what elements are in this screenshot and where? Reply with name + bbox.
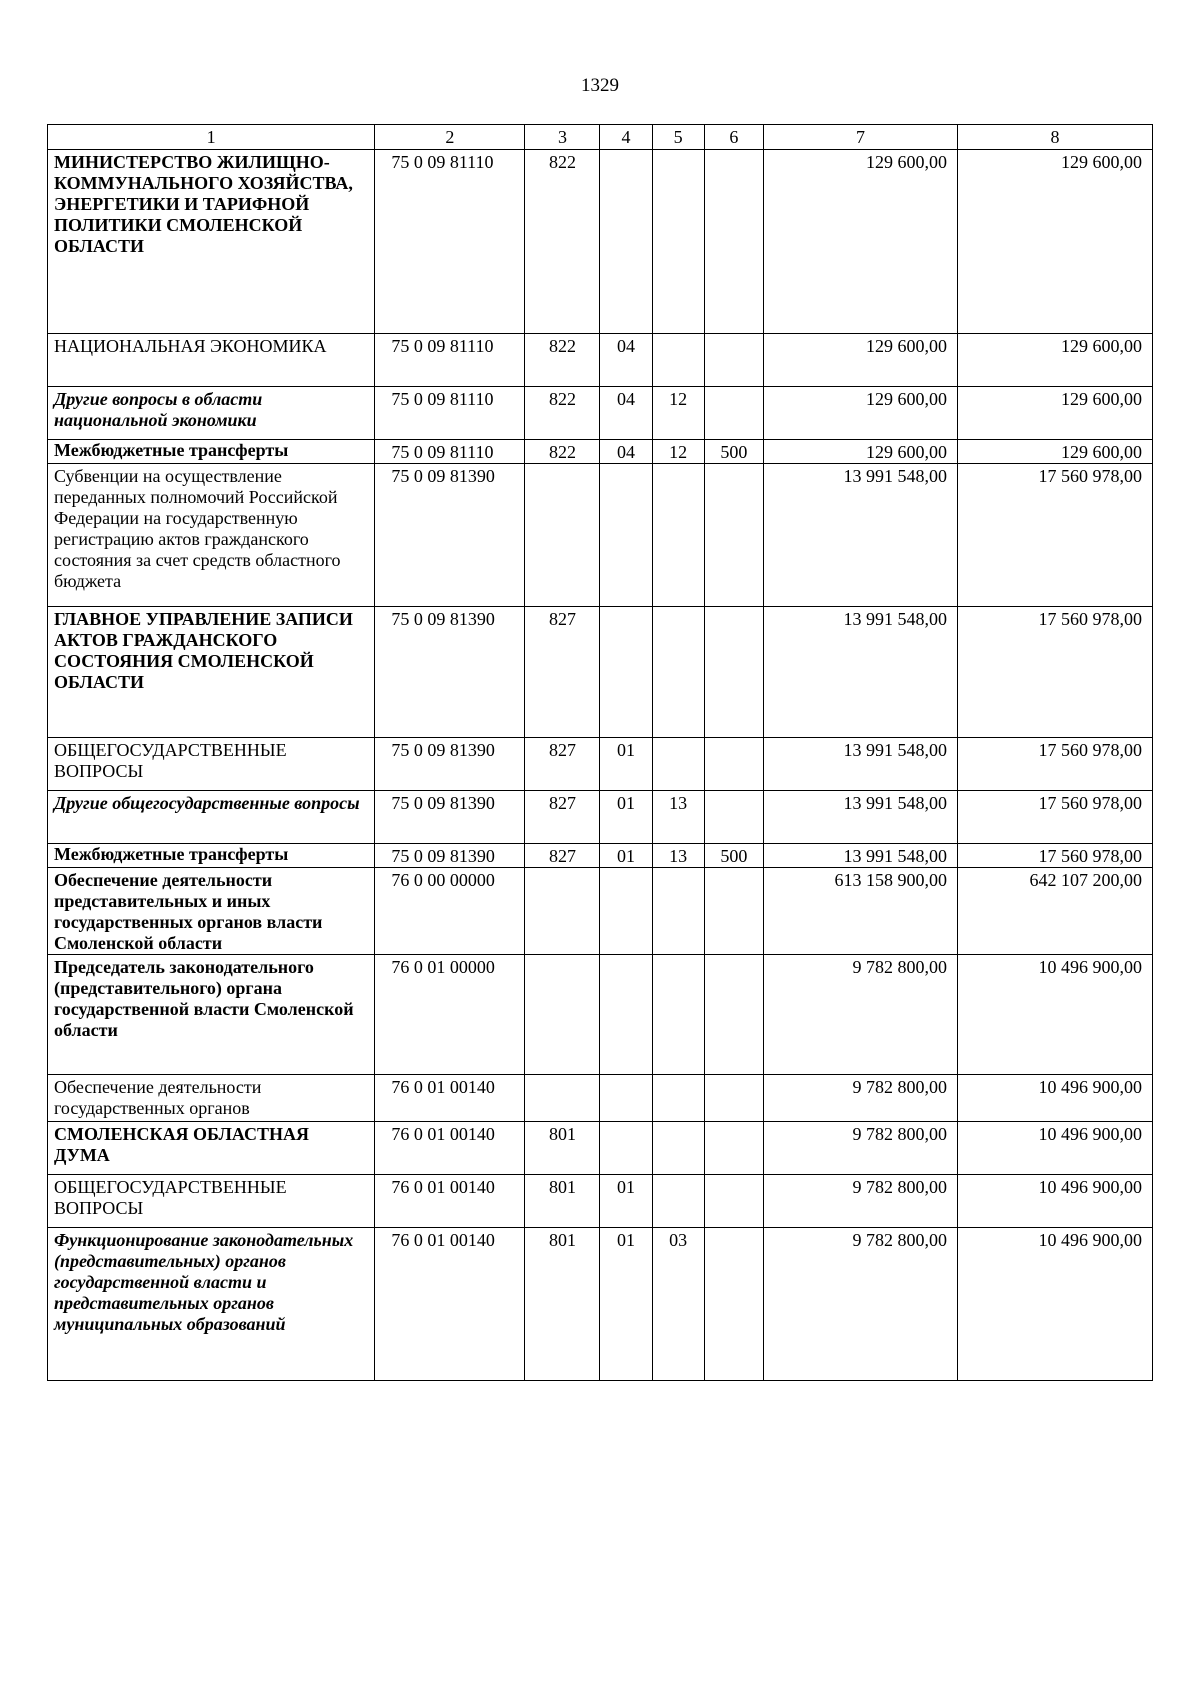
- department-code-cell: 822: [525, 334, 600, 387]
- table-row: [48, 1175, 1153, 1228]
- subsection-code-cell: 03: [652, 1228, 704, 1381]
- table-row: [48, 607, 1153, 738]
- section-code-cell: [600, 868, 652, 955]
- amount-year2-cell: 17 560 978,00: [958, 464, 1153, 607]
- row-name-cell: НАЦИОНАЛЬНАЯ ЭКОНОМИКА: [48, 334, 375, 387]
- section-code-cell: [600, 955, 652, 1075]
- target-code-cell: 75 0 09 81390: [375, 791, 525, 844]
- subsection-code-cell: 12: [652, 387, 704, 440]
- subsection-code-cell: 12: [652, 440, 704, 464]
- subsection-code-cell: 13: [652, 844, 704, 868]
- target-code-cell: 76 0 01 00140: [375, 1228, 525, 1381]
- amount-year1-cell: 13 991 548,00: [764, 607, 958, 738]
- amount-year2-cell: 10 496 900,00: [958, 1122, 1153, 1175]
- expense-type-cell: [704, 955, 763, 1075]
- target-code-cell: 75 0 09 81390: [375, 607, 525, 738]
- expense-type-cell: [704, 334, 763, 387]
- amount-year2-cell: 129 600,00: [958, 440, 1153, 464]
- amount-year1-cell: 129 600,00: [764, 150, 958, 334]
- row-name-cell: ОБЩЕГОСУДАРСТВЕННЫЕ ВОПРОСЫ: [48, 738, 375, 791]
- amount-year2-cell: 129 600,00: [958, 150, 1153, 334]
- table-row: [48, 387, 1153, 440]
- row-name-cell: Функционирование законодательных (представительных) органов государственной власти и представительных органов муниципальных образований: [48, 1228, 375, 1381]
- expense-type-cell: [704, 150, 763, 334]
- amount-year1-cell: 129 600,00: [764, 387, 958, 440]
- section-code-cell: [600, 607, 652, 738]
- subsection-code-cell: 13: [652, 791, 704, 844]
- target-code-cell: 75 0 09 81390: [375, 844, 525, 868]
- table-body: [48, 150, 1153, 1381]
- row-name-cell: Межбюджетные трансферты: [48, 844, 375, 868]
- row-name-cell: Межбюджетные трансферты: [48, 440, 375, 464]
- amount-year2-cell: 10 496 900,00: [958, 1075, 1153, 1122]
- section-code-cell: [600, 150, 652, 334]
- table-row: [48, 334, 1153, 387]
- target-code-cell: 75 0 09 81390: [375, 738, 525, 791]
- amount-year1-cell: 13 991 548,00: [764, 791, 958, 844]
- row-name-cell: Обеспечение деятельности представительных и иных государственных органов власти Смоленской области: [48, 868, 375, 955]
- amount-year1-cell: 13 991 548,00: [764, 464, 958, 607]
- section-code-cell: 01: [600, 791, 652, 844]
- amount-year1-cell: 9 782 800,00: [764, 1175, 958, 1228]
- subsection-code-cell: [652, 150, 704, 334]
- table-row: [48, 738, 1153, 791]
- section-code-cell: 01: [600, 738, 652, 791]
- amount-year2-cell: 10 496 900,00: [958, 955, 1153, 1075]
- target-code-cell: 76 0 00 00000: [375, 868, 525, 955]
- expense-type-cell: [704, 791, 763, 844]
- row-name-cell: ГЛАВНОЕ УПРАВЛЕНИЕ ЗАПИСИ АКТОВ ГРАЖДАНСКОГО СОСТОЯНИЯ СМОЛЕНСКОЙ ОБЛАСТИ: [48, 607, 375, 738]
- department-code-cell: [525, 955, 600, 1075]
- department-code-cell: 801: [525, 1175, 600, 1228]
- amount-year1-cell: 129 600,00: [764, 440, 958, 464]
- target-code-cell: 76 0 01 00140: [375, 1175, 525, 1228]
- expense-type-cell: [704, 607, 763, 738]
- amount-year2-cell: 17 560 978,00: [958, 738, 1153, 791]
- amount-year1-cell: 9 782 800,00: [764, 1228, 958, 1381]
- column-header: 6: [704, 125, 763, 150]
- department-code-cell: [525, 464, 600, 607]
- column-header: 2: [375, 125, 525, 150]
- amount-year2-cell: 10 496 900,00: [958, 1228, 1153, 1381]
- target-code-cell: 76 0 01 00140: [375, 1122, 525, 1175]
- amount-year2-cell: 17 560 978,00: [958, 607, 1153, 738]
- subsection-code-cell: [652, 1075, 704, 1122]
- column-header: 4: [600, 125, 652, 150]
- section-code-cell: 01: [600, 1175, 652, 1228]
- department-code-cell: 822: [525, 150, 600, 334]
- column-header: 8: [958, 125, 1153, 150]
- department-code-cell: [525, 1075, 600, 1122]
- table-row: [48, 844, 1153, 868]
- target-code-cell: 75 0 09 81110: [375, 387, 525, 440]
- amount-year2-cell: 129 600,00: [958, 334, 1153, 387]
- expense-type-cell: [704, 1228, 763, 1381]
- amount-year2-cell: 10 496 900,00: [958, 1175, 1153, 1228]
- expense-type-cell: [704, 1075, 763, 1122]
- subsection-code-cell: [652, 1175, 704, 1228]
- column-header: 5: [652, 125, 704, 150]
- department-code-cell: 801: [525, 1228, 600, 1381]
- table-row: [48, 150, 1153, 334]
- department-code-cell: 827: [525, 738, 600, 791]
- table-row: [48, 955, 1153, 1075]
- department-code-cell: 822: [525, 440, 600, 464]
- row-name-cell: Субвенции на осуществление переданных полномочий Российской Федерации на государственную регистрацию актов гражданского состояния за счет средств областного бюджета: [48, 464, 375, 607]
- amount-year2-cell: 17 560 978,00: [958, 791, 1153, 844]
- target-code-cell: 76 0 01 00000: [375, 955, 525, 1075]
- expense-type-cell: [704, 387, 763, 440]
- target-code-cell: 75 0 09 81110: [375, 150, 525, 334]
- section-code-cell: [600, 464, 652, 607]
- subsection-code-cell: [652, 607, 704, 738]
- column-header: 1: [48, 125, 375, 150]
- target-code-cell: 75 0 09 81390: [375, 464, 525, 607]
- table-row: [48, 1228, 1153, 1381]
- expense-type-cell: [704, 1175, 763, 1228]
- section-code-cell: [600, 1122, 652, 1175]
- department-code-cell: 827: [525, 791, 600, 844]
- expense-type-cell: 500: [704, 440, 763, 464]
- section-code-cell: 04: [600, 387, 652, 440]
- target-code-cell: 75 0 09 81110: [375, 440, 525, 464]
- expense-type-cell: [704, 738, 763, 791]
- amount-year2-cell: 129 600,00: [958, 387, 1153, 440]
- row-name-cell: Председатель законодательного (представительного) органа государственной власти Смоленской области: [48, 955, 375, 1075]
- subsection-code-cell: [652, 868, 704, 955]
- expense-type-cell: [704, 1122, 763, 1175]
- department-code-cell: 827: [525, 607, 600, 738]
- column-header: 3: [525, 125, 600, 150]
- amount-year1-cell: 9 782 800,00: [764, 955, 958, 1075]
- section-code-cell: 04: [600, 334, 652, 387]
- row-name-cell: Обеспечение деятельности государственных органов: [48, 1075, 375, 1122]
- page-number: 1329: [581, 75, 619, 96]
- department-code-cell: 801: [525, 1122, 600, 1175]
- table-row: [48, 464, 1153, 607]
- expense-type-cell: [704, 464, 763, 607]
- amount-year2-cell: 642 107 200,00: [958, 868, 1153, 955]
- subsection-code-cell: [652, 464, 704, 607]
- department-code-cell: [525, 868, 600, 955]
- row-name-cell: МИНИСТЕРСТВО ЖИЛИЩНО-КОММУНАЛЬНОГО ХОЗЯЙСТВА, ЭНЕРГЕТИКИ И ТАРИФНОЙ ПОЛИТИКИ СМОЛЕНСКОЙ ОБЛАСТИ: [48, 150, 375, 334]
- department-code-cell: 827: [525, 844, 600, 868]
- table-row: [48, 1075, 1153, 1122]
- row-name-cell: Другие общегосударственные вопросы: [48, 791, 375, 844]
- amount-year1-cell: 13 991 548,00: [764, 844, 958, 868]
- section-code-cell: 01: [600, 1228, 652, 1381]
- row-name-cell: СМОЛЕНСКАЯ ОБЛАСТНАЯ ДУМА: [48, 1122, 375, 1175]
- subsection-code-cell: [652, 1122, 704, 1175]
- subsection-code-cell: [652, 738, 704, 791]
- amount-year1-cell: 13 991 548,00: [764, 738, 958, 791]
- amount-year2-cell: 17 560 978,00: [958, 844, 1153, 868]
- table-row: [48, 791, 1153, 844]
- amount-year1-cell: 613 158 900,00: [764, 868, 958, 955]
- amount-year1-cell: 9 782 800,00: [764, 1075, 958, 1122]
- amount-year1-cell: 9 782 800,00: [764, 1122, 958, 1175]
- section-code-cell: 01: [600, 844, 652, 868]
- expense-type-cell: 500: [704, 844, 763, 868]
- table-row: [48, 440, 1153, 464]
- target-code-cell: 75 0 09 81110: [375, 334, 525, 387]
- amount-year1-cell: 129 600,00: [764, 334, 958, 387]
- row-name-cell: ОБЩЕГОСУДАРСТВЕННЫЕ ВОПРОСЫ: [48, 1175, 375, 1228]
- section-code-cell: 04: [600, 440, 652, 464]
- budget-table: [47, 124, 1153, 1381]
- section-code-cell: [600, 1075, 652, 1122]
- target-code-cell: 76 0 01 00140: [375, 1075, 525, 1122]
- expense-type-cell: [704, 868, 763, 955]
- subsection-code-cell: [652, 955, 704, 1075]
- row-name-cell: Другие вопросы в области национальной экономики: [48, 387, 375, 440]
- column-header: 7: [764, 125, 958, 150]
- department-code-cell: 822: [525, 387, 600, 440]
- header-row: [48, 125, 1153, 150]
- table-row: [48, 1122, 1153, 1175]
- subsection-code-cell: [652, 334, 704, 387]
- table-row: [48, 868, 1153, 955]
